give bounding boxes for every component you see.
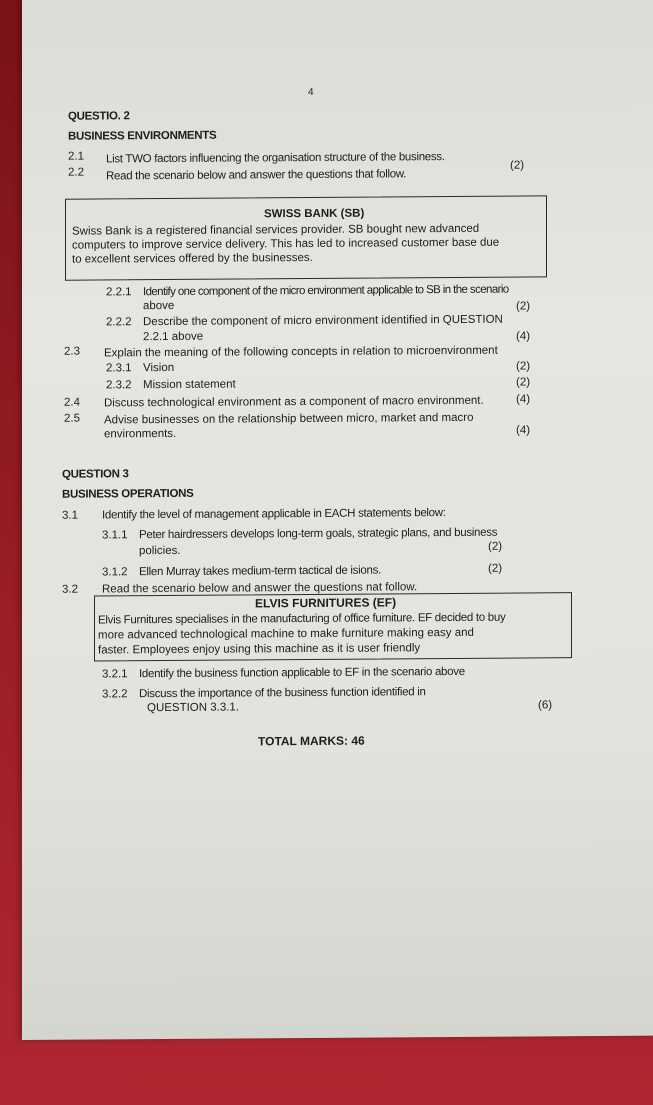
page-number: 4 <box>308 86 314 99</box>
q2-1-mark: (2) <box>510 159 525 172</box>
q2-2-1-number: 2.2.1 <box>106 286 132 299</box>
q3-1-1-line-1: Peter hairdressers develops long-term goals, strategic plans, and business <box>139 526 498 542</box>
q3-2-text: Read the scenario below and answer the questions nat follow. <box>102 581 418 596</box>
swiss-bank-line-3: to excellent services offered by the businesses. <box>72 251 313 266</box>
q2-1-number: 2.1 <box>68 150 84 163</box>
swiss-bank-title: SWISS BANK (SB) <box>264 207 365 221</box>
q3-1-1-line-2: policies. <box>139 544 181 558</box>
q2-3-1-mark: (2) <box>516 360 531 373</box>
question-3-subheading: BUSINESS OPERATIONS <box>62 487 194 501</box>
q3-2-2-line-2: QUESTION 3.3.1. <box>147 701 240 715</box>
q2-2-1-line-2: above <box>143 299 175 313</box>
q2-2-text: Read the scenario below and answer the questions that follow. <box>106 168 407 183</box>
q3-1-2-text: Ellen Murray takes medium-term tactical de isions. <box>139 564 381 579</box>
q3-2-number: 3.2 <box>62 583 78 596</box>
q2-3-2-number: 2.3.2 <box>106 379 132 392</box>
q3-1-1-mark: (2) <box>488 540 503 553</box>
question-2-subheading: BUSINESS ENVIRONMENTS <box>68 129 217 143</box>
q3-1-text: Identify the level of management applicable in EACH statements below: <box>102 507 446 522</box>
q2-3-2-text: Mission statement <box>143 378 236 392</box>
elvis-furnitures-line-2: more advanced technological machine to make furniture making easy and <box>98 626 474 642</box>
q3-2-2-mark: (6) <box>538 699 553 712</box>
swiss-bank-scenario-box <box>65 195 547 280</box>
q2-2-1-line-1: Identify one component of the micro environment applicable to SB in the scenario <box>143 283 509 299</box>
q3-2-2-line-1: Discuss the importance of the business function identified in <box>139 686 426 701</box>
question-3-heading: QUESTION 3 <box>62 468 129 481</box>
swiss-bank-line-1: Swiss Bank is a registered financial services provider. SB bought new advanced <box>72 222 480 238</box>
q2-3-1-text: Vision <box>143 361 175 375</box>
q3-1-1-number: 3.1.1 <box>102 529 128 542</box>
elvis-furnitures-scenario-box <box>94 592 572 661</box>
q2-4-text: Discuss technological environment as a component of macro environment. <box>104 394 484 410</box>
total-marks: TOTAL MARKS: 46 <box>258 733 365 749</box>
question-2-heading: QUESTIO. 2 <box>68 110 130 123</box>
q2-3-2-mark: (2) <box>516 376 531 389</box>
exam-page <box>22 0 653 1040</box>
q2-2-2-line-2: 2.2.1 above <box>143 330 204 344</box>
q2-1-text: List TWO factors influencing the organisation structure of the business. <box>106 151 445 166</box>
swiss-bank-line-2: computers to improve service delivery. This has led to increased customer base due <box>72 236 500 252</box>
q2-5-line-1: Advise businesses on the relationship between micro, market and macro <box>104 411 474 427</box>
q2-2-2-line-1: Describe the component of micro environment identified in QUESTION <box>143 313 503 329</box>
elvis-furnitures-line-1: Elvis Furnitures specialises in the manufacturing of office furniture. EF decided to buy <box>98 611 506 627</box>
elvis-furnitures-line-3: faster. Employees enjoy using this machine as it is user friendly <box>98 642 421 657</box>
q2-2-2-mark: (4) <box>516 330 531 343</box>
q2-2-1-mark: (2) <box>516 300 531 313</box>
q3-2-1-text: Identify the business function applicable to EF in the scenario above <box>139 665 465 681</box>
q3-2-2-number: 3.2.2 <box>102 688 128 701</box>
elvis-furnitures-title: ELVIS FURNITURES (EF) <box>255 595 397 611</box>
q2-5-line-2: environments. <box>104 427 177 441</box>
q2-4-number: 2.4 <box>64 396 80 409</box>
q2-3-text: Explain the meaning of the following concepts in relation to microenvironment <box>104 344 498 360</box>
exam-paper-sheet <box>22 0 653 1040</box>
q3-1-number: 3.1 <box>62 509 78 522</box>
q2-3-number: 2.3 <box>64 345 80 358</box>
q2-2-number: 2.2 <box>68 166 84 179</box>
q2-5-number: 2.5 <box>64 412 80 425</box>
q3-1-2-mark: (2) <box>488 562 503 575</box>
q2-3-1-number: 2.3.1 <box>106 362 132 375</box>
q3-2-1-number: 3.2.1 <box>102 668 128 681</box>
q3-1-2-number: 3.1.2 <box>102 566 128 579</box>
q2-5-mark: (4) <box>516 424 531 437</box>
q2-4-mark: (4) <box>516 393 531 406</box>
q2-2-2-number: 2.2.2 <box>106 316 132 329</box>
